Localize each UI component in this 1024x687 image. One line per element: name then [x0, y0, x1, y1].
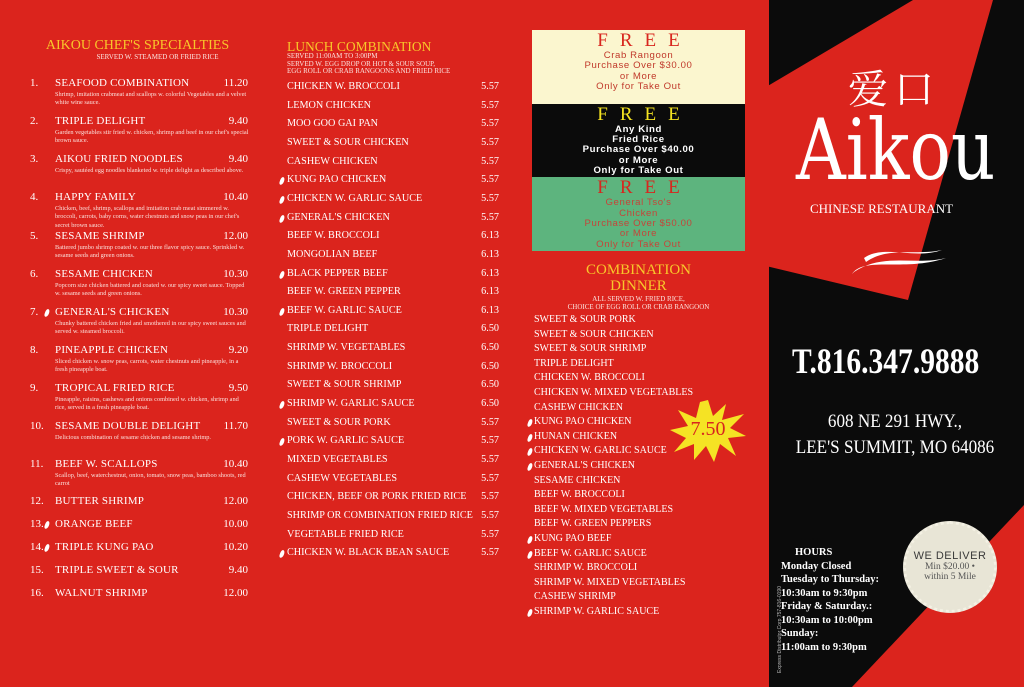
- lunch-subtitle-line: EGG ROLL OR CRAB RANGOONS AND FRIED RICE: [287, 67, 451, 75]
- item-price: 5.57: [481, 192, 499, 204]
- combo-item[interactable]: [534, 489, 625, 500]
- item-price: 5.57: [481, 454, 499, 465]
- item-price: 5.57: [481, 416, 499, 428]
- item-name: SWEET & SOUR SHRIMP: [287, 379, 402, 391]
- item-name: TRIPLE DELIGHT: [55, 115, 146, 127]
- chili-pepper-icon: [527, 609, 533, 618]
- item-name: BEEF W. MIXED VEGETABLES: [534, 503, 674, 515]
- lunch-item[interactable]: [287, 100, 499, 111]
- item-price: 5.57: [481, 211, 499, 223]
- item-name: SHRIMP W. MIXED VEGETABLES: [534, 576, 686, 588]
- item-description: Scallop, beef, waterchestnut, onion, tomato, snow peas, bamboo shoots, red carrot: [55, 472, 246, 488]
- brand-panel: [766, 0, 1024, 687]
- lunch-item[interactable]: [287, 435, 499, 446]
- address-line: 608 NE 291 HWY.,: [827, 411, 963, 432]
- item-price: 9.40: [228, 564, 248, 576]
- promo-line: Only for Take Out: [596, 238, 681, 250]
- item-name: SWEET & SOUR CHICKEN: [534, 328, 654, 340]
- item-description: Sliced chicken w. snow peas, carrots, water chestnuts and pineapple, in a fresh pineapple boat.: [55, 358, 239, 374]
- promo-line: Chicken: [619, 207, 658, 219]
- item-price: 5.57: [481, 81, 499, 92]
- combo-subtitle-line: ALL SERVED W. FRIED RICE,: [592, 295, 685, 303]
- promo-title: FREE: [597, 103, 692, 125]
- delivery-badge: [903, 521, 997, 613]
- hours-line: 10:30am to 10:00pm: [781, 614, 873, 626]
- item-price: 10.30: [223, 306, 248, 318]
- chili-pepper-icon: [279, 195, 285, 204]
- item-name: MOO GOO GAI PAN: [287, 118, 379, 130]
- item-name: BEEF W. GARLIC SAUCE: [287, 304, 402, 316]
- item-name: HAPPY FAMILY: [55, 191, 137, 203]
- item-description: Shrimp, imitation crabmeat and scallops w. colorful Vegetables and a velvet white wine sauce.: [55, 91, 247, 107]
- item-price: 5.57: [481, 435, 499, 447]
- item-number: 3.: [30, 153, 39, 165]
- combo-item[interactable]: [534, 475, 620, 486]
- item-price: 10.40: [223, 191, 248, 203]
- item-name: SWEET & SOUR CHICKEN: [287, 136, 409, 148]
- item-number: 6.: [30, 268, 39, 280]
- promo-line: Any Kind: [615, 123, 662, 135]
- combo-title-line: COMBINATION: [586, 262, 691, 278]
- combo-subtitle-line: CHOICE OF EGG ROLL OR CRAB RANGOON: [567, 302, 710, 311]
- item-price: 6.13: [481, 267, 499, 279]
- item-name: ORANGE BEEF: [55, 518, 133, 530]
- item-name: VEGETABLE FRIED RICE: [287, 528, 404, 540]
- item-price: 5.57: [481, 528, 499, 540]
- specialties-title: AIKOU CHEF'S SPECIALTIES: [45, 38, 230, 53]
- combo-item[interactable]: [534, 329, 654, 340]
- lunch-item[interactable]: [287, 323, 499, 334]
- item-name: CASHEW CHICKEN: [534, 401, 623, 413]
- lunch-item[interactable]: [287, 473, 499, 484]
- item-name: KUNG PAO CHICKEN: [534, 416, 632, 428]
- combo-title-line: DINNER: [610, 278, 667, 294]
- chili-pepper-icon: [527, 433, 533, 442]
- item-name: TRIPLE KUNG PAO: [55, 541, 154, 553]
- promo-line: Crab Rangoon: [603, 50, 674, 61]
- chili-pepper-icon: [527, 463, 533, 472]
- item-name: TRIPLE DELIGHT: [534, 357, 614, 369]
- item-description: Garden vegetables stir fried w. chicken, shrimp and beef in our chef's special brown sauce.: [55, 129, 249, 145]
- item-name: CASHEW CHICKEN: [287, 155, 378, 167]
- item-number: 8.: [30, 344, 39, 356]
- hours-line: Friday & Saturday.:: [781, 601, 873, 612]
- item-price: 5.57: [481, 491, 499, 503]
- delivery-line: within 5 Mile: [924, 572, 976, 582]
- item-name: TRIPLE DELIGHT: [287, 323, 369, 335]
- lunch-item[interactable]: [287, 156, 499, 167]
- item-price: 9.50: [228, 382, 248, 394]
- item-description: Pineapple, raisins, cashews and onions combined w. chicken, shrimp and rice, served in a fresh pineapple boat.: [55, 396, 239, 412]
- lunch-item[interactable]: [287, 81, 499, 92]
- item-description: Crispy, sautéed egg noodles blanketed w. triple delight as described above.: [55, 167, 244, 174]
- lunch-title: LUNCH COMBINATION: [287, 39, 432, 54]
- combo-item[interactable]: [534, 518, 651, 529]
- hours-line: Monday Closed: [781, 560, 852, 572]
- lunch-item[interactable]: [287, 547, 499, 558]
- chinese-name: 爱口: [848, 67, 940, 113]
- item-price: 10.00: [223, 518, 248, 530]
- chefs-specialties-section: [20, 38, 255, 599]
- item-name: CHICKEN W. BROCCOLI: [287, 81, 400, 92]
- combo-item[interactable]: [534, 504, 673, 515]
- item-price: 12.00: [223, 587, 248, 599]
- item-name: GENERAL'S CHICKEN: [534, 460, 635, 471]
- lunch-item[interactable]: [287, 417, 499, 428]
- promo-box: [532, 30, 745, 104]
- phone-number[interactable]: T.816.347.9888: [792, 341, 980, 381]
- address: [779, 409, 1011, 461]
- item-number: 5.: [30, 230, 39, 242]
- combo-subtitle: [532, 296, 745, 311]
- item-name: AIKOU FRIED NOODLES: [55, 153, 183, 165]
- lunch-item[interactable]: [287, 249, 499, 260]
- item-description: Chunky battered chicken fried and smothered in our spicy sweet sauces and served w. steamed broccoli.: [55, 320, 246, 336]
- combo-item[interactable]: [534, 358, 614, 369]
- item-name: SESAME SHRIMP: [55, 230, 145, 242]
- item-price: 5.57: [481, 547, 499, 559]
- item-number: 1.: [30, 77, 39, 89]
- chili-pepper-icon: [44, 544, 50, 553]
- item-price: 5.57: [481, 472, 499, 484]
- item-description: Chicken, beef, shrimp, scallops and imitation crab meat simmered w. broccoli, carrots, baby corns, water chestnuts and snow peas in our chef's secret brown sauce.: [55, 205, 240, 229]
- promo-line: or More: [619, 70, 658, 82]
- combo-item[interactable]: [534, 431, 617, 442]
- hours-line: Tuesday to Thursday:: [781, 574, 880, 585]
- item-name: WALNUT SHRIMP: [55, 587, 148, 599]
- lunch-item[interactable]: [287, 510, 499, 521]
- item-number: 15.: [30, 564, 44, 576]
- item-name: CASHEW SHRIMP: [534, 591, 616, 603]
- promo-line: Only for Take Out: [593, 164, 684, 176]
- combo-item[interactable]: [534, 387, 693, 398]
- item-name: BEEF W. SCALLOPS: [55, 458, 158, 470]
- combo-item[interactable]: [534, 416, 631, 427]
- chili-pepper-icon: [527, 448, 533, 457]
- chili-pepper-icon: [279, 177, 285, 186]
- chili-pepper-icon: [44, 309, 50, 318]
- combo-item[interactable]: [534, 445, 667, 456]
- item-name: SEAFOOD COMBINATION: [55, 77, 190, 89]
- combo-item[interactable]: [534, 562, 637, 573]
- lunch-item[interactable]: [287, 491, 499, 502]
- item-name: CHICKEN W. BROCCOLI: [534, 372, 645, 384]
- item-number: 11.: [30, 458, 44, 470]
- combo-item[interactable]: [534, 577, 685, 588]
- item-name: HUNAN CHICKEN: [534, 430, 618, 442]
- item-price: 5.57: [481, 155, 499, 167]
- item-price: 10.30: [223, 268, 248, 280]
- lunch-item[interactable]: [287, 174, 499, 185]
- item-price: 12.00: [223, 230, 248, 242]
- chili-pepper-icon: [279, 550, 285, 559]
- combo-item[interactable]: [534, 591, 616, 602]
- combo-item[interactable]: [534, 372, 645, 383]
- item-price: 12.00: [223, 495, 248, 507]
- item-name: CHICKEN, BEEF OR PORK FRIED RICE: [287, 491, 467, 503]
- item-price: 10.20: [223, 541, 248, 553]
- item-description: Delicious combination of sesame chicken and sesame shrimp.: [55, 434, 211, 441]
- combo-item[interactable]: [534, 548, 647, 559]
- lunch-item[interactable]: [287, 212, 499, 223]
- item-name: SWEET & SOUR PORK: [534, 314, 636, 325]
- item-name: SHRIMP W. GARLIC SAUCE: [287, 398, 415, 410]
- item-name: BEEF W. BROCCOLI: [287, 230, 380, 242]
- chili-pepper-icon: [527, 536, 533, 545]
- hours-line: 10:30am to 9:30pm: [781, 587, 868, 599]
- item-name: SWEET & SOUR SHRIMP: [534, 343, 647, 355]
- item-price: 6.50: [481, 398, 499, 410]
- item-name: BUTTER SHRIMP: [55, 495, 145, 507]
- printer-credit: Express Distributor Corp 757-816-0190: [777, 586, 783, 673]
- item-name: BEEF W. BROCCOLI: [534, 489, 625, 501]
- item-name: PORK W. GARLIC SAUCE: [287, 435, 405, 447]
- item-name: LEMON CHICKEN: [287, 99, 372, 111]
- lunch-item[interactable]: [287, 286, 499, 297]
- item-name: CHICKEN W. MIXED VEGETABLES: [534, 387, 694, 398]
- item-name: PINEAPPLE CHICKEN: [55, 344, 169, 356]
- chili-pepper-icon: [279, 401, 285, 410]
- item-number: 2.: [30, 115, 39, 127]
- chili-pepper-icon: [279, 270, 285, 279]
- item-number: 7.: [30, 306, 39, 318]
- promo-line: Purchase Over $40.00: [582, 144, 695, 156]
- chili-pepper-icon: [279, 438, 285, 447]
- chili-pepper-icon: [527, 550, 533, 559]
- promo-title: FREE: [597, 177, 692, 199]
- chili-pepper-icon: [279, 214, 285, 223]
- hours-line: 11:00am to 9:30pm: [781, 641, 867, 653]
- lunch-item[interactable]: [287, 230, 499, 241]
- lunch-item[interactable]: [287, 305, 499, 316]
- item-name: SHRIMP W. GARLIC SAUCE: [534, 606, 660, 617]
- item-price: 11.70: [223, 420, 248, 432]
- item-name: TROPICAL FRIED RICE: [55, 382, 175, 394]
- combo-title: [532, 262, 745, 294]
- promo-line: Fried Rice: [612, 133, 665, 145]
- combo-item[interactable]: [534, 402, 623, 413]
- item-price: 11.20: [223, 77, 248, 89]
- hours-block: [781, 546, 879, 654]
- address-line: LEE'S SUMMIT, MO 64086: [795, 437, 995, 458]
- item-name: KUNG PAO CHICKEN: [287, 174, 387, 186]
- item-price: 5.57: [481, 136, 499, 148]
- lunch-item[interactable]: [287, 398, 499, 409]
- item-description: Battered jumbo shrimp coated w. our three flavor spicy sauce. Sprinkled w. sesame seeds and green onions.: [55, 244, 245, 260]
- promo-line: Only for Take Out: [596, 80, 681, 92]
- combo-item[interactable]: [534, 533, 611, 544]
- item-price: 6.50: [481, 379, 499, 391]
- hours-line: Sunday:: [781, 628, 819, 639]
- item-name: CHICKEN W. GARLIC SAUCE: [287, 192, 423, 204]
- item-name: BEEF W. GREEN PEPPERS: [534, 518, 652, 530]
- item-number: 14.: [30, 541, 44, 553]
- chili-pepper-icon: [527, 419, 533, 428]
- item-name: TRIPLE SWEET & SOUR: [55, 564, 179, 576]
- delivery-title: WE DELIVER: [913, 550, 987, 562]
- combo-item[interactable]: [534, 606, 659, 617]
- lunch-item[interactable]: [287, 379, 499, 390]
- swoosh-icon: [844, 244, 950, 280]
- lunch-item[interactable]: [287, 118, 499, 129]
- delivery-line: Min $20.00 •: [924, 562, 976, 572]
- item-name: SESAME CHICKEN: [534, 474, 621, 486]
- promo-box: [532, 104, 745, 178]
- item-number: 12.: [30, 495, 44, 507]
- item-name: MIXED VEGETABLES: [287, 454, 388, 465]
- item-name: KUNG PAO BEEF: [534, 533, 612, 544]
- promo-box: [532, 177, 745, 251]
- lunch-subtitle-line: SERVED W. EGG DROP OR HOT & SOUR SOUP,: [287, 59, 436, 68]
- promo-line: General Tso's: [605, 197, 672, 209]
- price-starburst: [670, 400, 746, 462]
- item-name: BEEF W. GREEN PEPPER: [287, 286, 401, 298]
- promo-line: Purchase Over $30.00: [584, 60, 693, 72]
- item-price: 5.57: [481, 174, 499, 186]
- item-price: 6.13: [481, 286, 499, 298]
- item-name: SHRIMP W. VEGETABLES: [287, 342, 406, 354]
- chili-pepper-icon: [44, 521, 50, 530]
- item-number: 10.: [30, 420, 44, 432]
- item-number: 16.: [30, 587, 44, 599]
- lunch-item[interactable]: [287, 137, 499, 148]
- item-price: 6.50: [481, 323, 499, 335]
- item-price: 9.40: [228, 153, 248, 165]
- specialties-subtitle: SERVED W. STEAMED OR FRIED RICE: [96, 53, 219, 61]
- item-name: CHICKEN W. BLACK BEAN SAUCE: [287, 547, 450, 559]
- item-name: SHRIMP OR COMBINATION FRIED RICE: [287, 509, 473, 521]
- item-name: SESAME CHICKEN: [55, 268, 153, 280]
- chili-pepper-icon: [279, 307, 285, 316]
- item-name: CASHEW VEGETABLES: [287, 472, 398, 484]
- promo-line: or More: [618, 154, 659, 166]
- item-name: SESAME DOUBLE DELIGHT: [55, 420, 201, 432]
- item-name: BLACK PEPPER BEEF: [287, 267, 388, 279]
- combo-item[interactable]: [534, 343, 646, 354]
- item-name: SHRIMP W. BROCCOLI: [534, 562, 638, 574]
- lunch-item[interactable]: [287, 268, 499, 279]
- item-price: 6.13: [481, 230, 499, 242]
- promo-line: or More: [619, 228, 658, 240]
- item-price: 5.57: [481, 118, 499, 130]
- brand-name: Aikou: [796, 101, 996, 199]
- lunch-item[interactable]: [287, 361, 499, 372]
- lunch-item[interactable]: [287, 529, 499, 540]
- item-price: 5.57: [481, 99, 499, 111]
- item-name: SHRIMP W. BROCCOLI: [287, 360, 393, 372]
- item-number: 9.: [30, 382, 39, 394]
- item-name: SWEET & SOUR PORK: [287, 416, 391, 428]
- item-price: 6.50: [481, 360, 499, 372]
- item-price: 9.20: [228, 344, 248, 356]
- item-name: GENERAL'S CHICKEN: [287, 211, 390, 223]
- combo-item[interactable]: [534, 460, 635, 471]
- item-price: 5.57: [481, 509, 499, 521]
- promo-line: Purchase Over $50.00: [584, 217, 693, 229]
- promo-title: FREE: [597, 30, 692, 51]
- lunch-item[interactable]: [287, 454, 499, 465]
- lunch-item[interactable]: [287, 193, 499, 204]
- combo-item[interactable]: [534, 314, 636, 325]
- item-number: 4.: [30, 191, 39, 203]
- item-name: GENERAL'S CHICKEN: [55, 306, 170, 318]
- brand-tagline: CHINESE RESTAURANT: [810, 201, 954, 216]
- item-name: CHICKEN W. GARLIC SAUCE: [534, 445, 667, 457]
- lunch-combination-section: [287, 39, 502, 559]
- item-price: 10.40: [223, 458, 248, 470]
- combo-price: 7.50: [690, 418, 726, 440]
- item-price: 9.40: [228, 115, 248, 127]
- item-price: 6.50: [481, 342, 499, 354]
- lunch-item[interactable]: [287, 342, 499, 353]
- item-name: BEEF W. GARLIC SAUCE: [534, 547, 647, 559]
- item-price: 6.13: [481, 248, 499, 260]
- item-name: MONGOLIAN BEEF: [287, 248, 378, 260]
- item-price: 6.13: [481, 304, 499, 316]
- lunch-subtitle-line: SERVED 11:00AM TO 3:00PM: [287, 52, 378, 60]
- item-description: Popcorn size chicken battered and coated w. our spicy sweet sauce. Topped w. sesame seeds and green onions.: [55, 282, 245, 298]
- item-number: 13.: [30, 518, 44, 530]
- hours-title: HOURS: [795, 547, 833, 558]
